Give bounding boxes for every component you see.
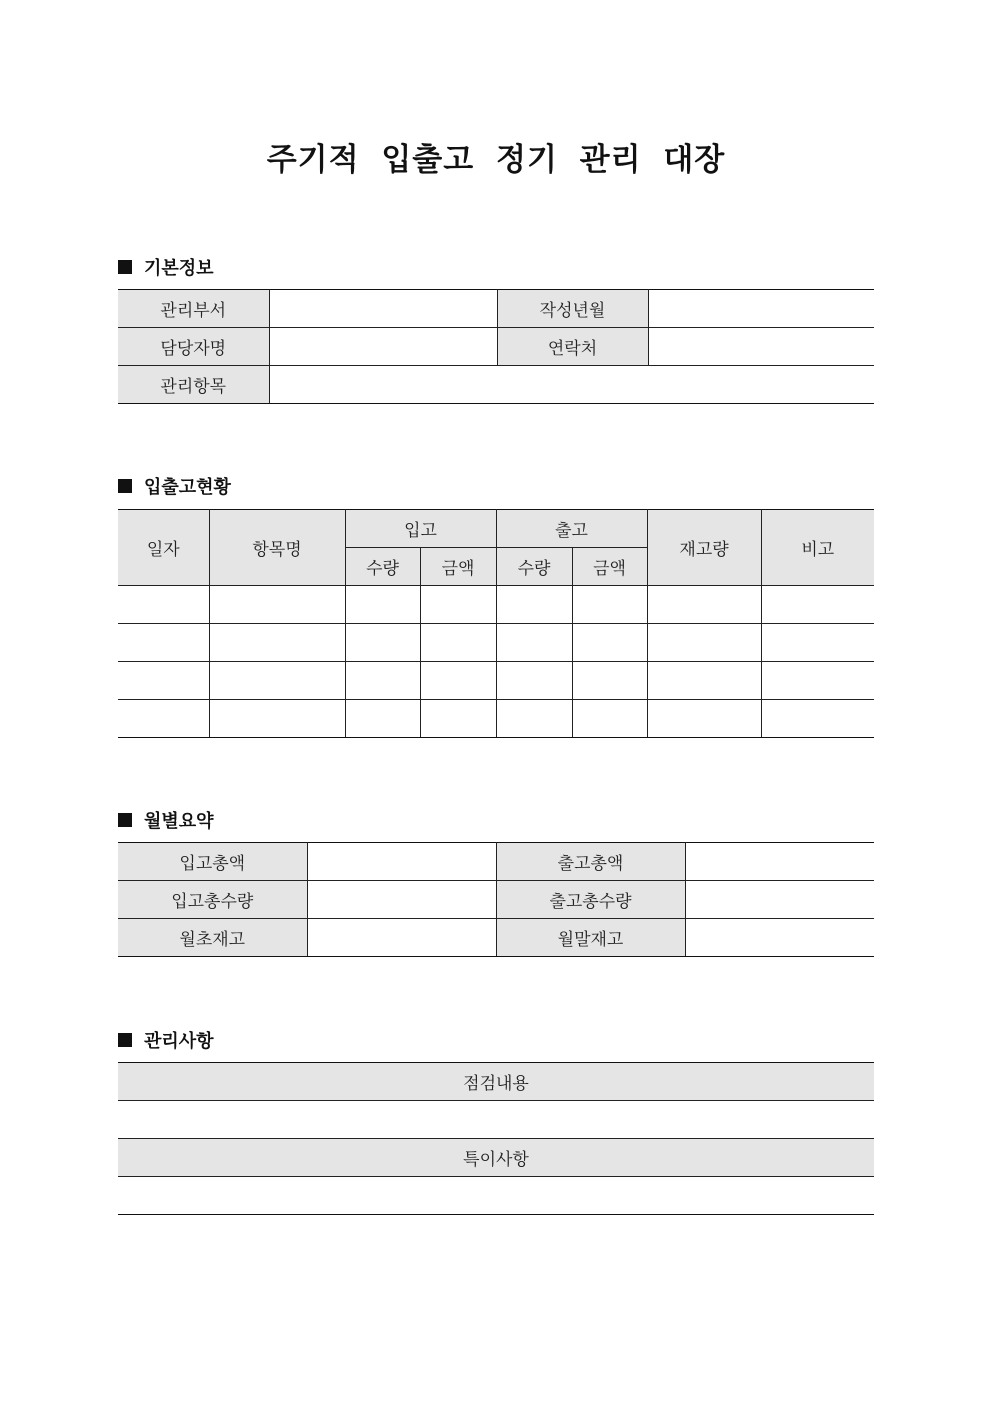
cell-out-amount[interactable] bbox=[572, 700, 647, 738]
page-title: 주기적 입출고 정기 관리 대장 bbox=[266, 142, 726, 178]
col-header-out-qty: 수량 bbox=[496, 548, 572, 586]
in-total-amount-label: 입고총액 bbox=[118, 843, 307, 881]
table-row bbox=[118, 662, 874, 700]
square-bullet-icon bbox=[118, 1033, 132, 1047]
management-table bbox=[118, 1062, 874, 1215]
remarks-label: 특이사항 bbox=[118, 1139, 874, 1177]
square-bullet-icon bbox=[118, 479, 132, 493]
cell-in-qty[interactable] bbox=[345, 662, 420, 700]
cell-note[interactable] bbox=[761, 624, 874, 662]
manager-field[interactable] bbox=[269, 328, 497, 366]
inout-status-table bbox=[118, 509, 874, 738]
cell-note[interactable] bbox=[761, 586, 874, 624]
table-row bbox=[118, 624, 874, 662]
cell-date[interactable] bbox=[118, 586, 209, 624]
cell-in-qty[interactable] bbox=[345, 624, 420, 662]
col-header-in-amount: 금액 bbox=[420, 548, 496, 586]
out-total-qty-label: 출고총수량 bbox=[496, 881, 685, 919]
table-row bbox=[118, 700, 874, 738]
col-header-in-qty: 수량 bbox=[345, 548, 420, 586]
out-total-amount-field[interactable] bbox=[685, 843, 874, 881]
table-row bbox=[118, 881, 874, 919]
cell-out-amount[interactable] bbox=[572, 624, 647, 662]
table-row bbox=[118, 1139, 874, 1177]
table-row bbox=[118, 328, 874, 366]
square-bullet-icon bbox=[118, 260, 132, 274]
cell-date[interactable] bbox=[118, 624, 209, 662]
table-row bbox=[118, 1063, 874, 1101]
cell-stock[interactable] bbox=[647, 662, 761, 700]
cell-in-qty[interactable] bbox=[345, 586, 420, 624]
table-row bbox=[118, 919, 874, 957]
section-title: 월별요약 bbox=[144, 811, 214, 832]
cell-note[interactable] bbox=[761, 662, 874, 700]
manager-label: 담당자명 bbox=[118, 328, 269, 366]
cell-item-name[interactable] bbox=[209, 624, 345, 662]
table-row bbox=[118, 366, 874, 404]
date-label: 작성년월 bbox=[497, 290, 648, 328]
cell-item-name[interactable] bbox=[209, 700, 345, 738]
out-total-qty-field[interactable] bbox=[685, 881, 874, 919]
table-row bbox=[118, 1101, 874, 1139]
cell-item-name[interactable] bbox=[209, 662, 345, 700]
cell-out-qty[interactable] bbox=[496, 662, 572, 700]
col-header-stock: 재고량 bbox=[647, 510, 761, 586]
section-heading-basic-info bbox=[118, 254, 214, 280]
col-header-item-name: 항목명 bbox=[209, 510, 345, 586]
cell-out-amount[interactable] bbox=[572, 586, 647, 624]
cell-date[interactable] bbox=[118, 700, 209, 738]
in-total-amount-field[interactable] bbox=[307, 843, 496, 881]
cell-in-qty[interactable] bbox=[345, 700, 420, 738]
cell-date[interactable] bbox=[118, 662, 209, 700]
begin-stock-field[interactable] bbox=[307, 919, 496, 957]
section-heading-management bbox=[118, 1027, 214, 1053]
cell-in-amount[interactable] bbox=[420, 700, 496, 738]
cell-item-name[interactable] bbox=[209, 586, 345, 624]
date-field[interactable] bbox=[648, 290, 874, 328]
col-header-out-amount: 금액 bbox=[572, 548, 647, 586]
cell-stock[interactable] bbox=[647, 586, 761, 624]
square-bullet-icon bbox=[118, 813, 132, 827]
remarks-field[interactable] bbox=[118, 1177, 874, 1215]
cell-note[interactable] bbox=[761, 700, 874, 738]
inspection-field[interactable] bbox=[118, 1101, 874, 1139]
col-header-date: 일자 bbox=[118, 510, 209, 586]
cell-in-amount[interactable] bbox=[420, 662, 496, 700]
inspection-label: 점검내용 bbox=[118, 1063, 874, 1101]
table-row bbox=[118, 290, 874, 328]
out-total-amount-label: 출고총액 bbox=[496, 843, 685, 881]
table-row bbox=[118, 586, 874, 624]
cell-stock[interactable] bbox=[647, 700, 761, 738]
section-heading-inout-status bbox=[118, 473, 231, 499]
end-stock-label: 월말재고 bbox=[496, 919, 685, 957]
monthly-summary-table bbox=[118, 842, 874, 957]
table-row bbox=[118, 1177, 874, 1215]
section-title: 입출고현황 bbox=[144, 477, 231, 498]
col-header-inbound: 입고 bbox=[345, 510, 496, 548]
items-field[interactable] bbox=[269, 366, 874, 404]
section-heading-monthly-summary bbox=[118, 807, 214, 833]
cell-out-qty[interactable] bbox=[496, 700, 572, 738]
basic-info-table bbox=[118, 289, 874, 404]
section-title: 기본정보 bbox=[144, 258, 214, 279]
end-stock-field[interactable] bbox=[685, 919, 874, 957]
in-total-qty-label: 입고총수량 bbox=[118, 881, 307, 919]
col-header-note: 비고 bbox=[761, 510, 874, 586]
begin-stock-label: 월초재고 bbox=[118, 919, 307, 957]
cell-out-amount[interactable] bbox=[572, 662, 647, 700]
table-row bbox=[118, 843, 874, 881]
contact-label: 연락처 bbox=[497, 328, 648, 366]
cell-in-amount[interactable] bbox=[420, 624, 496, 662]
header-row bbox=[118, 510, 874, 548]
col-header-outbound: 출고 bbox=[496, 510, 647, 548]
items-label: 관리항목 bbox=[118, 366, 269, 404]
in-total-qty-field[interactable] bbox=[307, 881, 496, 919]
cell-out-qty[interactable] bbox=[496, 586, 572, 624]
contact-field[interactable] bbox=[648, 328, 874, 366]
section-title: 관리사항 bbox=[144, 1031, 214, 1052]
cell-stock[interactable] bbox=[647, 624, 761, 662]
cell-out-qty[interactable] bbox=[496, 624, 572, 662]
dept-field[interactable] bbox=[269, 290, 497, 328]
cell-in-amount[interactable] bbox=[420, 586, 496, 624]
dept-label: 관리부서 bbox=[118, 290, 269, 328]
